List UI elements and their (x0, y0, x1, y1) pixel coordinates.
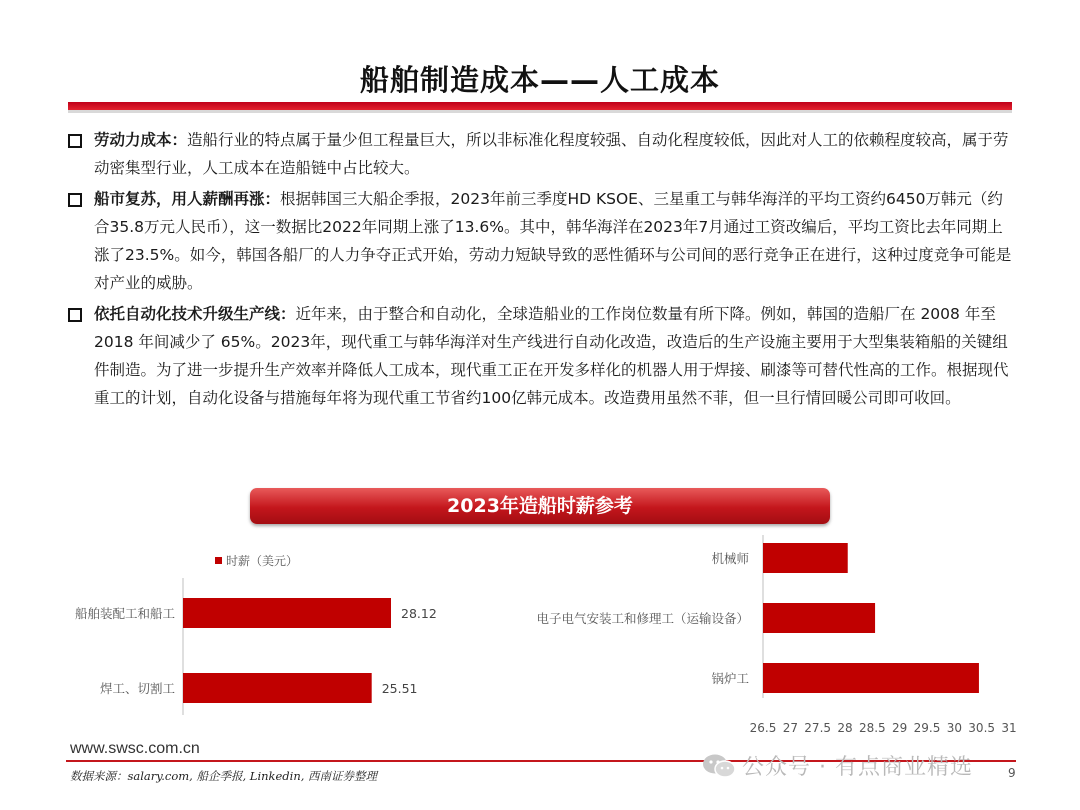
category-label: 机械师 (711, 551, 749, 566)
tick-label: 31 (1001, 721, 1017, 735)
bar (183, 673, 372, 703)
paragraph-labor-cost (66, 126, 1016, 182)
tick-label: 27.5 (804, 721, 832, 735)
paragraph-text: 造船行业的特点属于量少但工程量巨大，所以非标准化程度较强、自动化程度较低，因此对人工的依赖程度较高，属于劳动密集型行业，人工成本在造船链中占比较大。 (94, 131, 1009, 177)
paragraph-lead: 依托自动化技术升级生产线： (94, 305, 296, 323)
legend-swatch (215, 557, 222, 564)
square-bullet-icon (68, 193, 82, 207)
data-label: 25.51 (381, 681, 418, 696)
tick-label: 30 (946, 721, 962, 735)
tick-label: 28 (837, 721, 853, 735)
paragraph-lead: 船市复苏，用人薪酬再涨： (94, 190, 281, 208)
tick-label: 30.5 (968, 721, 996, 735)
chart-hourly-wage-left (40, 540, 480, 740)
paragraph-automation (66, 300, 1016, 412)
category-label: 锅炉工 (711, 671, 749, 686)
category-label: 船舶装配工和船工 (74, 606, 175, 621)
data-source: 数据来源：salary.com, 船企季报, Linkedin, 西南证券整理 (70, 769, 378, 783)
chart-hourly-wage-right (500, 530, 1030, 740)
title-underline-shadow (68, 110, 1012, 113)
page-number: 9 (1008, 766, 1016, 780)
paragraph-text: 根据韩国三大船企季报，2023年前三季度HD KSOE、三星重工与韩华海洋的平均工资约6450万韩元（约合35.8万元人民币），这一数据比2022年同期上涨了13.6%。其中，韩华海洋在2023年7月通过工资改编后，平均工资比去年同期上涨了23.5%。如今，韩国各船厂的人力争夺正式开始，劳动力短缺导致的恶性循环与公司间的恶行竞争正在进行，这种过度竞争可能是对产业的威胁。 (94, 190, 1012, 292)
legend-label: 时薪（美元） (226, 554, 299, 568)
tick-label: 29.5 (913, 721, 941, 735)
paragraph-wage-rise (66, 185, 1016, 297)
data-label: 28.12 (401, 606, 437, 621)
bar (763, 663, 979, 693)
paragraph-lead: 劳动力成本： (94, 131, 188, 149)
watermark-text: 公众号 · 有点商业精选 (742, 755, 973, 780)
square-bullet-icon (68, 134, 82, 148)
wechat-icon (702, 753, 736, 779)
tick-label: 28.5 (858, 721, 886, 735)
bar (183, 598, 391, 628)
bar (763, 603, 875, 633)
body-text (66, 126, 1016, 415)
bar (763, 543, 848, 573)
category-label: 焊工、切割工 (99, 681, 175, 696)
paragraph-text: 近年来，由于整合和自动化，全球造船业的工作岗位数量有所下降。例如，韩国的造船厂在 2008 年至 2018 年间减少了 65%。2023年，现代重工与韩华海洋对生产线进行自动化改造，改造后的生产设施主要用于大型集装箱船的关键组件制造。为了进一步提升生产效率并降低人工成本，现代重工正在开发多样化的机器人用于焊接、刷漆等可替代性高的工作。根据现代重工的计划，自动化设备与措施每年将为现代重工节省约100亿韩元成本。改造费用虽然不菲，但一旦行情回暖公司即可收回。 (94, 305, 1009, 407)
chart-banner: 2023年造船时薪参考 (250, 488, 830, 524)
title-underline (68, 102, 1012, 110)
tick-label: 29 (892, 721, 908, 735)
category-label: 电子电气安装工和修理工（运输设备） (536, 611, 749, 626)
tick-label: 27 (782, 721, 798, 735)
square-bullet-icon (68, 308, 82, 322)
page-title: 船舶制造成本——人工成本 (359, 63, 720, 97)
website-url[interactable]: www.swsc.com.cn (70, 740, 200, 757)
tick-label: 26.5 (749, 721, 777, 735)
